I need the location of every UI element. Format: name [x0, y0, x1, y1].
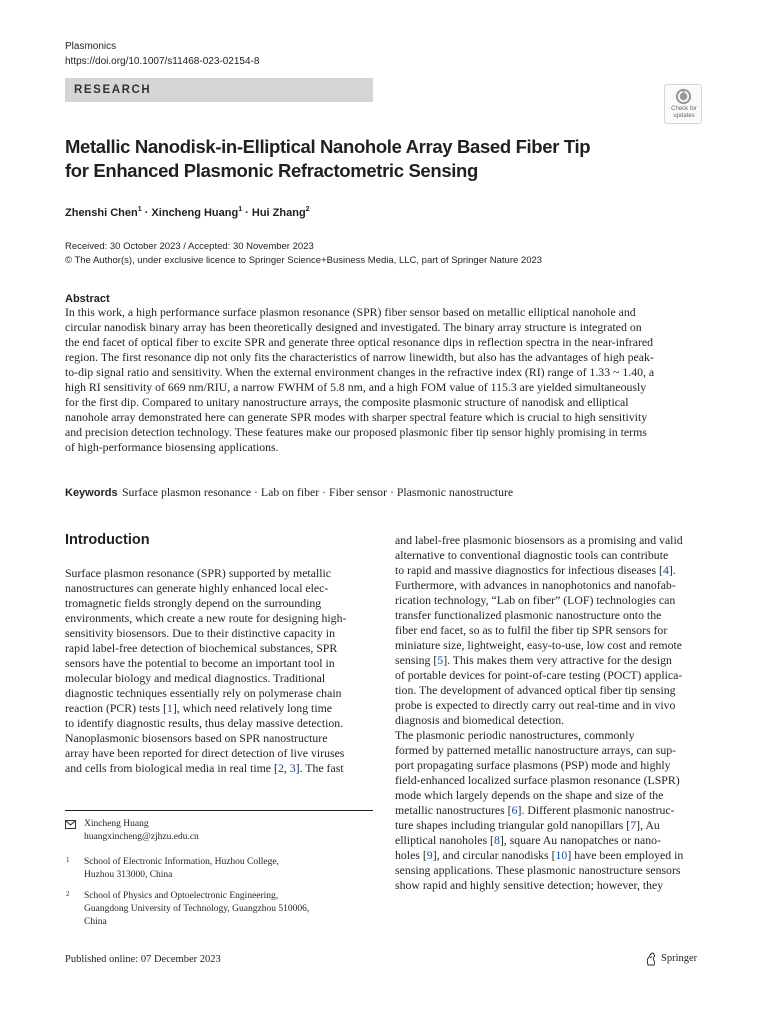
body-text-line [395, 668, 682, 683]
abstract-line: high RI sensitivity of 669 nm/RIU, a narrow FWHM of 5.8 nm, and a high FOM value of 115.3 are yielded simultaneously [65, 380, 647, 394]
body-text-line [65, 641, 337, 656]
body-text-line [65, 761, 344, 776]
received-accepted-dates: Received: 30 October 2023 / Accepted: 30 November 2023 [65, 241, 314, 252]
body-text: of portable devices for point-of-care testing (POCT) applica- [395, 668, 683, 682]
body-text: ] have been employed in [567, 848, 684, 862]
affiliation-line: Huzhou 313000, China [84, 870, 173, 880]
body-text: transfer functionalized plasmonic nanostructure onto the [395, 608, 662, 622]
body-text: field-enhanced localized surface plasmon resonance (LSPR) [395, 773, 680, 787]
body-text-line [395, 788, 663, 803]
check-for-updates-icon [675, 88, 692, 105]
check-for-updates-line2: updates [673, 113, 695, 119]
author-name[interactable]: Xincheng Huang [151, 207, 239, 219]
springer-logo [645, 951, 705, 967]
body-text: array have been reported for direct detection of live viruses [65, 746, 345, 760]
body-text: ]. The fast [295, 761, 344, 775]
body-text-line [395, 758, 671, 773]
keywords-heading: Keywords [65, 487, 118, 499]
body-text: reaction (PCR) tests [ [65, 701, 167, 715]
doi-link[interactable]: https://doi.org/10.1007/s11468-023-02154-8 [65, 56, 260, 67]
body-text: sensing [ [395, 653, 438, 667]
body-text: miniature size, lightweight, easy-to-use, low cost and remote [395, 638, 682, 652]
body-text-line [65, 611, 346, 626]
body-text-line [65, 596, 321, 611]
body-text: show rapid and highly sensitive detection; however, they [395, 878, 664, 892]
abstract-line: and precision detection technology. These features make our proposed plasmonic fiber tip sensor highly promising in terms [65, 425, 647, 439]
journal-name: Plasmonics [65, 41, 117, 52]
body-text: Surface plasmon resonance (SPR) supported by metallic [65, 566, 332, 580]
body-text-line [65, 686, 342, 701]
author-name[interactable]: Hui Zhang [251, 207, 306, 219]
body-text-line [395, 533, 683, 548]
body-text: ]. This makes them very attractive for the design [443, 653, 672, 667]
citation-link[interactable]: 3 [289, 761, 296, 775]
body-text-line [395, 623, 667, 638]
body-text-line [65, 731, 327, 746]
body-text-line [65, 566, 331, 581]
body-text-line [395, 863, 680, 878]
body-text-line [395, 578, 676, 593]
body-text: The plasmonic periodic nanostructures, commonly [395, 728, 635, 742]
citation-link[interactable]: 1 [166, 701, 173, 715]
author-affiliation-mark: 1 [137, 206, 142, 213]
body-text-line [395, 563, 676, 578]
body-text-line [395, 818, 660, 833]
abstract-line: for the first dip. Compared to unitary nanostructure arrays, the composite plasmonic structure of nanodisk and elliptical [65, 395, 629, 409]
article-title-line-2: for Enhanced Plasmonic Refractometric Sensing [65, 160, 478, 181]
abstract-line: nanohole array demonstrated here can generate SPR modes with sharper spectral feature which is crucial to high sensitivity [65, 410, 648, 424]
body-text: molecular biology and medical diagnostics. Traditional [65, 671, 326, 685]
body-text: diagnostic techniques essentially rely on polymerase chain [65, 686, 342, 700]
author-list [65, 203, 310, 220]
body-text-line [395, 638, 682, 653]
body-text: rapid label-free detection of biochemical substances, SPR [65, 641, 338, 655]
body-text: metallic nanostructures [ [395, 803, 512, 817]
body-text-line [395, 593, 675, 608]
affiliation-line: School of Physics and Optoelectronic Engineering, [84, 891, 279, 901]
body-text: fiber end facet, so as to fulfil the fiber tip SPR sensors for [395, 623, 668, 637]
body-text: ]. [668, 563, 676, 577]
affiliation-line: School of Electronic Information, Huzhou College, [84, 857, 279, 867]
body-text-line [65, 671, 325, 686]
body-text-line [395, 713, 564, 728]
citation-link[interactable]: 2 [277, 761, 284, 775]
footnote-rule [65, 810, 373, 811]
abstract-line: of high-performance biosensing applications. [65, 440, 279, 454]
body-text: tion. The development of advanced optical fiber tip sensing [395, 683, 676, 697]
body-text: port propagating surface plasmons (PSP) mode and highly [395, 758, 671, 772]
section-label: RESEARCH [74, 84, 152, 96]
body-text: rication technology, “Lab on fiber” (LOF) technologies can [395, 593, 676, 607]
body-text: ture shapes including triangular gold nanopillars [ [395, 818, 631, 832]
check-for-updates-badge[interactable] [664, 84, 702, 124]
abstract-heading: Abstract [65, 293, 110, 305]
citation-link[interactable]: 6 [511, 803, 518, 817]
body-text: and cells from biological media in real time [ [65, 761, 278, 775]
body-text: ], square Au nanopatches or nano- [499, 833, 662, 847]
section-banner [65, 78, 373, 102]
springer-horse-icon [645, 952, 657, 966]
abstract-line: In this work, a high performance surface plasmon resonance (SPR) fiber sensor based on metallic elliptical nanohole and [65, 305, 636, 319]
body-text-line [395, 833, 661, 848]
citation-link[interactable]: 4 [663, 563, 669, 577]
publisher-name: Springer [661, 953, 698, 964]
body-text-line [395, 743, 676, 758]
author-separator: · [242, 207, 252, 219]
body-text-line [395, 878, 663, 893]
body-text-line [65, 746, 344, 761]
body-text: ], and circular nanodisks [ [432, 848, 556, 862]
body-text: , [283, 761, 290, 775]
abstract-line: to-dip signal ratio and sensitivity. When the external environment changes in the refractive index (RI) range of 1.33 ~ 1.40, a [65, 365, 655, 379]
body-text-line [395, 548, 668, 563]
body-text: ], Au [636, 818, 660, 832]
author-separator: · [141, 207, 152, 219]
keywords-list: Surface plasmon resonance · Lab on fiber · Fiber sensor · Plasmonic nanostructure [122, 485, 514, 499]
article-title-line-1: Metallic Nanodisk-in-Elliptical Nanohole Array Based Fiber Tip [65, 136, 591, 157]
body-text-line [395, 773, 680, 788]
citation-link[interactable]: 10 [555, 848, 568, 862]
abstract-line: circular nanodisk binary array has been theoretically designed and investigated. The binary array structure is integrated on [65, 320, 642, 334]
body-text: and label-free plasmonic biosensors as a promising and valid [395, 533, 683, 547]
body-text-line [65, 626, 335, 641]
body-text: sensors have the potential to become an important tool in [65, 656, 335, 670]
citation-link[interactable]: 8 [493, 833, 500, 847]
introduction-heading: Introduction [65, 532, 150, 548]
affiliation-line: Guangdong University of Technology, Guangzhou 510006, [84, 904, 310, 914]
body-text-line [395, 608, 661, 623]
body-text: formed by patterned metallic nanostructure arrays, can sup- [395, 743, 677, 757]
body-text: environments, which create a new route for designing high- [65, 611, 347, 625]
affiliation-mark: 2 [66, 890, 70, 898]
body-text: Furthermore, with advances in nanophotonics and nanofab- [395, 578, 676, 592]
author-name[interactable]: Zhenshi Chen [65, 207, 138, 219]
body-text: Nanoplasmonic biosensors based on SPR nanostructure [65, 731, 328, 745]
body-text: elliptical nanoholes [ [395, 833, 494, 847]
author-affiliation-mark: 2 [305, 206, 310, 213]
envelope-icon [65, 820, 76, 829]
body-text: to identify diagnostic results, thus delay massive detection. [65, 716, 344, 730]
body-text-line [65, 701, 332, 716]
body-text: holes [ [395, 848, 427, 862]
copyright-notice: © The Author(s), under exclusive licence to Springer Science+Business Media, LLC, part of Springer Nature 2023 [65, 255, 543, 266]
body-text: alternative to conventional diagnostic tools can contribute [395, 548, 669, 562]
check-for-updates-line1: Check for [671, 106, 697, 112]
citation-link[interactable]: 9 [426, 848, 433, 862]
body-text-line [65, 716, 343, 731]
body-text: to rapid and massive diagnostics for infectious diseases [ [395, 563, 663, 577]
affiliation-line: China [84, 917, 107, 927]
citation-link[interactable]: 7 [630, 818, 637, 832]
corresponding-author-email[interactable]: huangxincheng@zjhzu.edu.cn [84, 832, 199, 842]
body-text: diagnosis and biomedical detection. [395, 713, 565, 727]
body-text: sensitivity biosensors. Due to their distinctive capacity in [65, 626, 335, 640]
body-text-line [395, 803, 675, 818]
body-text: sensing applications. These plasmonic nanostructure sensors [395, 863, 681, 877]
abstract-line: region. The first resonance dip not only fits the characteristics of narrow linewidth, but also has the advantages of high peak- [65, 350, 654, 364]
body-text: tromagnetic fields strongly depend on the surrounding [65, 596, 322, 610]
body-text: ]. Different plasmonic nanostruc- [517, 803, 675, 817]
body-text-line [395, 848, 683, 863]
body-text-line [395, 698, 675, 713]
citation-link[interactable]: 5 [437, 653, 444, 667]
body-text-line [395, 728, 634, 743]
body-text: ], which need relatively long time [172, 701, 333, 715]
published-online-date: Published online: 07 December 2023 [65, 954, 221, 965]
author-affiliation-mark: 1 [238, 206, 243, 213]
body-text: mode which largely depends on the shape and size of the [395, 788, 664, 802]
affiliation-mark: 1 [66, 856, 70, 864]
corresponding-author-name: Xincheng Huang [84, 819, 149, 829]
body-text-line [65, 656, 335, 671]
body-text: nanostructures can generate highly enhanced local elec- [65, 581, 329, 595]
body-text: probe is expected to directly carry out real-time and in vivo [395, 698, 676, 712]
body-text-line [395, 653, 672, 668]
abstract-line: the end facet of optical fiber to excite SPR and generate three optical resonance dips in reflection spectra in the near-infrared [65, 335, 654, 349]
body-text-line [395, 683, 676, 698]
body-text-line [65, 581, 328, 596]
